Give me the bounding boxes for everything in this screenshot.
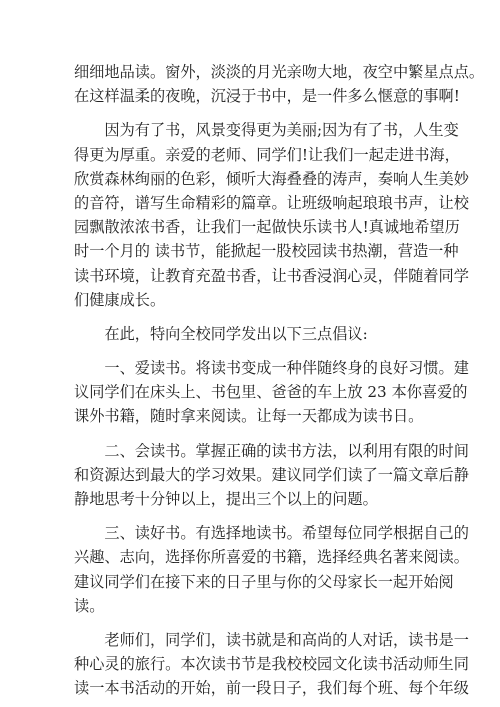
text-line: 园飘散浓浓书香，让我们一起做快乐读书人!真诚地希望历 [74, 218, 460, 237]
text-line: 读。 [74, 596, 105, 615]
text-line: 在这样温柔的夜晚，沉浸于书中，是一件多么惬意的事啊! [74, 87, 460, 106]
text-line: 们健康成长。 [74, 290, 166, 309]
paragraph-gap [74, 108, 434, 118]
text-line: 二、会读书。掌握正确的读书方法，以利用有限的时间 [74, 441, 469, 460]
paragraph-gap [74, 618, 434, 628]
paragraph-gap [74, 312, 434, 322]
text-line: 课外书籍，随时拿来阅读。让每一天都成为读书日。 [74, 407, 424, 426]
text-line: 细细地品读。窗外，淡淡的月光亲吻大地，夜空中繁星点点。 [74, 63, 485, 81]
text-line: 议同学们在床头上、书包里、爸爸的车上放 23 本你喜爱的 [74, 383, 468, 402]
paragraph-gap [74, 429, 434, 439]
document-page [74, 60, 485, 701]
text-line: 老师们，同学们，读书就是和高尚的人对话，读书是一 [74, 630, 469, 649]
text-line: 一、爱读书。将读书变成一种伴随终身的良好习惯。建 [74, 359, 469, 378]
text-line: 建议同学们在接下来的日子里与你的父母家长一起开始阅 [74, 572, 454, 591]
text-line: 种心灵的旅行。本次读书节是我校校园文化读书活动师生同 [74, 655, 469, 674]
text-line: 兴趣、志向，选择你所喜爱的书籍，选择经典名著来阅读。 [74, 548, 469, 567]
text-line: 和资源达到最大的学习效果。建议同学们读了一篇文章后静 [74, 465, 469, 484]
text-line: 因为有了书，风景变得更为美丽;因为有了书，人生变 [74, 121, 459, 140]
text-line: 得更为厚重。亲爱的老师、同学们!让我们一起走进书海， [74, 145, 460, 164]
paragraph-gap [74, 511, 434, 521]
text-line: 的音符，谱写生命精彩的篇章。让班级响起琅琅书声，让校 [74, 193, 469, 212]
text-line: 读一本书活动的开始，前一段日子，我们每个班、每个年级 [74, 679, 469, 698]
text-line: 时一个月的 读书节，能掀起一股校园读书热潮，营造一种 [74, 242, 459, 261]
text-line: 在此，特向全校同学发出以下三点倡议: [74, 324, 368, 343]
paragraph-gap [74, 346, 434, 356]
text-line: 欣赏森林绚丽的色彩，倾听大海叠叠的涛声，奏响人生美妙 [74, 169, 469, 188]
text-line: 静地思考十分钟以上，提出三个以上的问题。 [74, 490, 378, 508]
text-line: 三、读好书。有选择地读书。希望每位同学根据自己的 [74, 524, 469, 543]
text-line: 读书环境，让教育充盈书香，让书香浸润心灵，伴随着同学 [74, 266, 469, 285]
